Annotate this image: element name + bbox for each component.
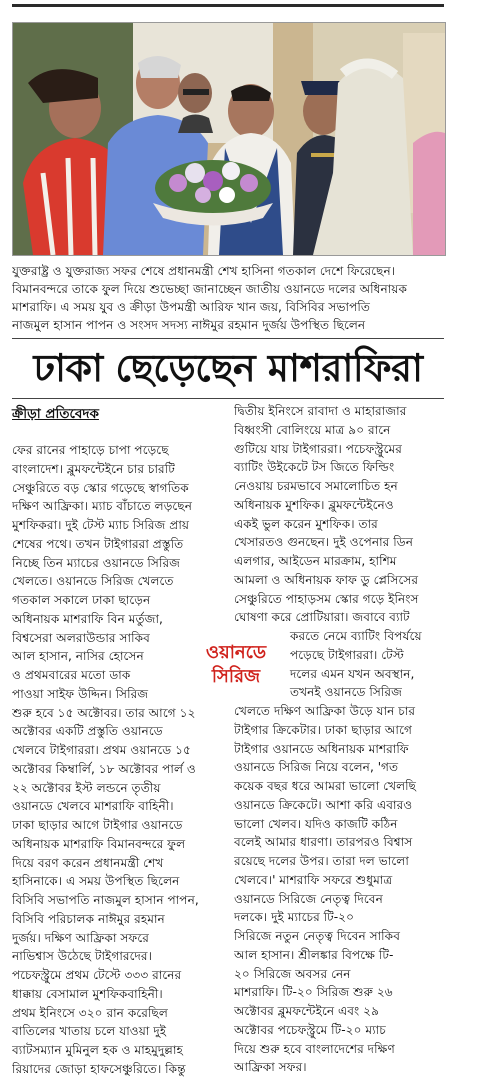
article-line: ওয়ানডে খেলবে মাশরাফি বাহিনী। xyxy=(12,799,174,814)
article-line: করতে নেমে ব্যাটিং বিপর্যয়ে xyxy=(290,629,422,643)
article-line: সিরিজে নতুন নেতৃত্ব দিবেন সাকিব xyxy=(234,929,400,943)
article-line: অধিনায়ক মাশরাফি বিমানবন্দরে ফুল xyxy=(12,836,186,851)
article-line: পড়েছে টাইগাররা। টেস্ট xyxy=(290,647,404,662)
article-line: খেলবে টাইগাররা। প্রথম ওয়ানডে ১৫ xyxy=(12,743,191,757)
article-line: খেলতে দক্ষিণ আফ্রিকা উড়ে যান চার xyxy=(234,704,416,718)
article-line: ও প্রথমবারের মতো ডাক xyxy=(12,668,131,682)
article-line: খেলতে। ওয়ানডে সিরিজ খেলতে xyxy=(12,574,174,589)
article-line: দলের এমন যখন অবস্থান, xyxy=(290,666,415,681)
news-photo xyxy=(12,22,446,256)
article-line: ২০ সিরিজে অবসর নেন xyxy=(234,966,351,981)
article-line: ভালো খেলব। যদিও কাজটি কঠিন xyxy=(234,816,398,831)
pullquote-line: ওয়ানডে xyxy=(205,642,267,663)
article-line: বিসিবি পরিচালক নাঈমুর রহমান xyxy=(12,911,165,926)
byline: ক্রীড়া প্রতিবেদক xyxy=(12,406,99,422)
article-line: প্রথম ইনিংসে ৩২০ রান করেছিল xyxy=(12,1005,168,1020)
article-line: গতকাল সকালে ঢাকা ছাড়েন xyxy=(12,593,151,607)
article-line: দিয়ে শুরু হবে বাংলাদেশের দক্ষিণ xyxy=(234,1041,395,1056)
news-photo-icon xyxy=(13,23,445,255)
article-line: ২২ অক্টোবর ইস্ট লন্ডনে তৃতীয় xyxy=(12,780,161,795)
article-line: অক্টোবর পচেফস্ট্রুমে টি-২০ ম্যাচ xyxy=(234,1022,386,1037)
article-line: অধিনায়ক মাশরাফি বিন মর্তুজা, xyxy=(12,611,163,626)
article-line: খেসারতও গুনছেন। দুই ওপেনার ডিন xyxy=(234,535,413,550)
article-line: টাইগার ওয়ানডে অধিনায়ক মাশরাফি xyxy=(234,741,409,756)
article-line: তখনই ওয়ানডে সিরিজ xyxy=(290,685,402,700)
article-line: দলকে। দুই ম্যাচের টি-২০ xyxy=(234,910,355,925)
article-line: বলেই আমার ধারণা। তারপরও বিশ্বাস xyxy=(234,835,413,850)
article-line: ব্যাটিং উইকেটে টস জিতে ফিল্ডিং xyxy=(234,460,395,475)
article-line: কয়েক বছর ধরে আমরা ভালো খেলছি xyxy=(234,779,417,793)
article-line: রিয়াদের জোড়া হাফসেঞ্চুরিতে। কিন্তু xyxy=(12,1061,186,1076)
article-line: ব্যাটসম্যান মুমিনুল হক ও মাহমুদুল্লাহ xyxy=(12,1043,183,1057)
article-line: বিসিবি সভাপতি নাজমুল হাসান পাপন, xyxy=(12,893,199,907)
article-line: দক্ষিণ আফ্রিকা। ম্যাচ বাঁচাতে লড়ছেন xyxy=(12,499,192,514)
article-line: শেষের পথে। তখন টাইগাররা প্রস্তুতি xyxy=(12,536,184,551)
article-column-1 xyxy=(12,441,224,1079)
article-line: হাসিনাকে। এ সময় উপস্থিত ছিলেন xyxy=(12,874,180,889)
article-line: বাতিলের খাতায় চলে যাওয়া দুই xyxy=(12,1024,167,1039)
caption-line: মাশরাফি। এ সময় যুব ও ক্রীড়া উপমন্ত্রী আরিফ খান জয়, বিসিবির সভাপতি xyxy=(12,300,370,314)
article-line: ওয়ানডে সিরিজ নিয়ে বলেন, 'গত xyxy=(234,760,399,775)
article-line: দুর্জয়। দক্ষিণ আফ্রিকা সফরে xyxy=(12,930,149,945)
pullquote-line: সিরিজ xyxy=(211,666,261,687)
article-line: পাওয়া সাইফ উদ্দিন। সিরিজ xyxy=(12,686,149,701)
article-line: একই ভুল করেন মুশফিক। তার xyxy=(234,516,378,531)
article-line: দিয়ে বরণ করেন প্রধানমন্ত্রী শেখ xyxy=(12,855,164,870)
article-line: ওয়ানডে ক্রিকেটে। আশা করি এবারও xyxy=(234,797,413,812)
article-line: দ্বিতীয় ইনিংসে রাবাদা ও মাহারাজার xyxy=(234,404,407,418)
article-line: অধিনায়ক মুশফিক। ব্লুমফন্টেইনেও xyxy=(234,497,394,512)
article-line: সেঞ্চুরিতে বড় স্কোর গড়েছে স্বাগতিক xyxy=(12,480,189,495)
article-line: ধাক্কায় বেসামাল মুশফিকবাহিনী। xyxy=(12,986,163,1001)
headline: ঢাকা ছেড়েছেন মাশরাফিরা xyxy=(33,346,423,390)
article-line: আফ্রিকা সফর। xyxy=(234,1060,307,1075)
article-line: অক্টোবর কিম্বার্লি, ১৮ অক্টোবর পার্ল ও xyxy=(12,761,196,776)
headline-divider xyxy=(12,398,444,399)
article-line: খেলবে।' মাশরাফি সফরে শুধুমাত্র xyxy=(234,872,393,887)
article-line: ঘোষণা করে প্রোটিয়ারা। জবাবে ব্যাট xyxy=(234,610,410,625)
article-line: আল হাসান। শ্রীলঙ্কার বিপক্ষে টি- xyxy=(234,947,394,962)
article-column-2 xyxy=(234,402,444,1077)
caption-line: যুক্তরাষ্ট্র ও যুক্তরাজ্য সফর শেষে প্রধানমন্ত্রী শেখ হাসিনা গতকাল দেশে ফিরেছেন। xyxy=(12,264,396,278)
article-line: গুটিয়ে যায় টাইগাররা। পচেফস্ট্রুমের xyxy=(234,441,402,456)
article-line: বিশ্বসেরা অলরাউন্ডার সাকিব xyxy=(12,630,150,645)
article-line: বাংলাদেশ। ব্লুমফন্টেইনে চার চারটি xyxy=(12,461,175,476)
caption-line: বিমানবন্দরে তাকে ফুল দিয়ে শুভেচ্ছা জানাচ্ছেন জাতীয় ওয়ানডে দলের অধিনায়ক xyxy=(12,282,407,296)
article-line: পচেফস্ট্রুমে প্রথম টেস্টে ৩৩৩ রানের xyxy=(12,968,182,982)
article-line: অক্টোবর ব্লুমফন্টেইনে এবং ২৯ xyxy=(234,1004,380,1018)
caption-divider xyxy=(12,338,444,339)
article-line: আল হাসান, নাসির হোসেন xyxy=(12,649,144,664)
article-line: ঢাকা ছাড়ার আগে টাইগার ওয়ানডে xyxy=(12,818,183,832)
pullquote xyxy=(186,641,286,691)
article-line: বিধ্বংসী বোলিংয়ে মাত্র ৯০ রানে xyxy=(234,422,391,437)
photo-caption xyxy=(12,262,444,334)
article-line: টাইগার ক্রিকেটার। ঢাকা ছাড়ার আগে xyxy=(234,722,413,737)
article-line: শুরু হবে ১৫ অক্টোবর। তার আগে ১২ xyxy=(12,705,196,720)
article-line: অক্টোবর একটি প্রস্তুতি ওয়ানডে xyxy=(12,724,163,739)
article-line: আমলা ও অধিনায়ক ফাফ ডু প্লেসিসের xyxy=(234,572,419,587)
article-line: ফের রানের পাহাড়ে চাপা পড়েছে xyxy=(12,443,169,457)
article-line: নাভিশ্বাস উঠেছে টাইগারদের। xyxy=(12,949,152,964)
article-line: সেঞ্চুরিতে পাহাড়সম স্কোর গড়ে ইনিংস xyxy=(234,591,419,606)
article-line: রয়েছে দলের উপর। তারা দল ভালো xyxy=(234,854,409,868)
article-line: এলগার, আইডেন মারক্রাম, হাশিম xyxy=(234,554,397,568)
article-line: মুশফিকরা। দুই টেস্ট ম্যাচ সিরিজ প্রায় xyxy=(12,518,190,532)
article-line: নেওয়ায় চরমভাবে সমালোচিত হন xyxy=(234,479,398,493)
article-line: ওয়ানডে সিরিজে নেতৃত্ব দিবেন xyxy=(234,891,383,906)
article-line: নিচ্ছে তিন ম্যাচের ওয়ানডে সিরিজ xyxy=(12,555,181,570)
caption-line: নাজমুল হাসান পাপন ও সংসদ সদস্য নাঈমুর রহমান দুর্জয় উপস্থিত ছিলেন xyxy=(12,318,366,332)
top-rule xyxy=(12,4,444,7)
article-line: মাশরাফি। টি-২০ সিরিজ শুরু ২৬ xyxy=(234,985,393,1000)
